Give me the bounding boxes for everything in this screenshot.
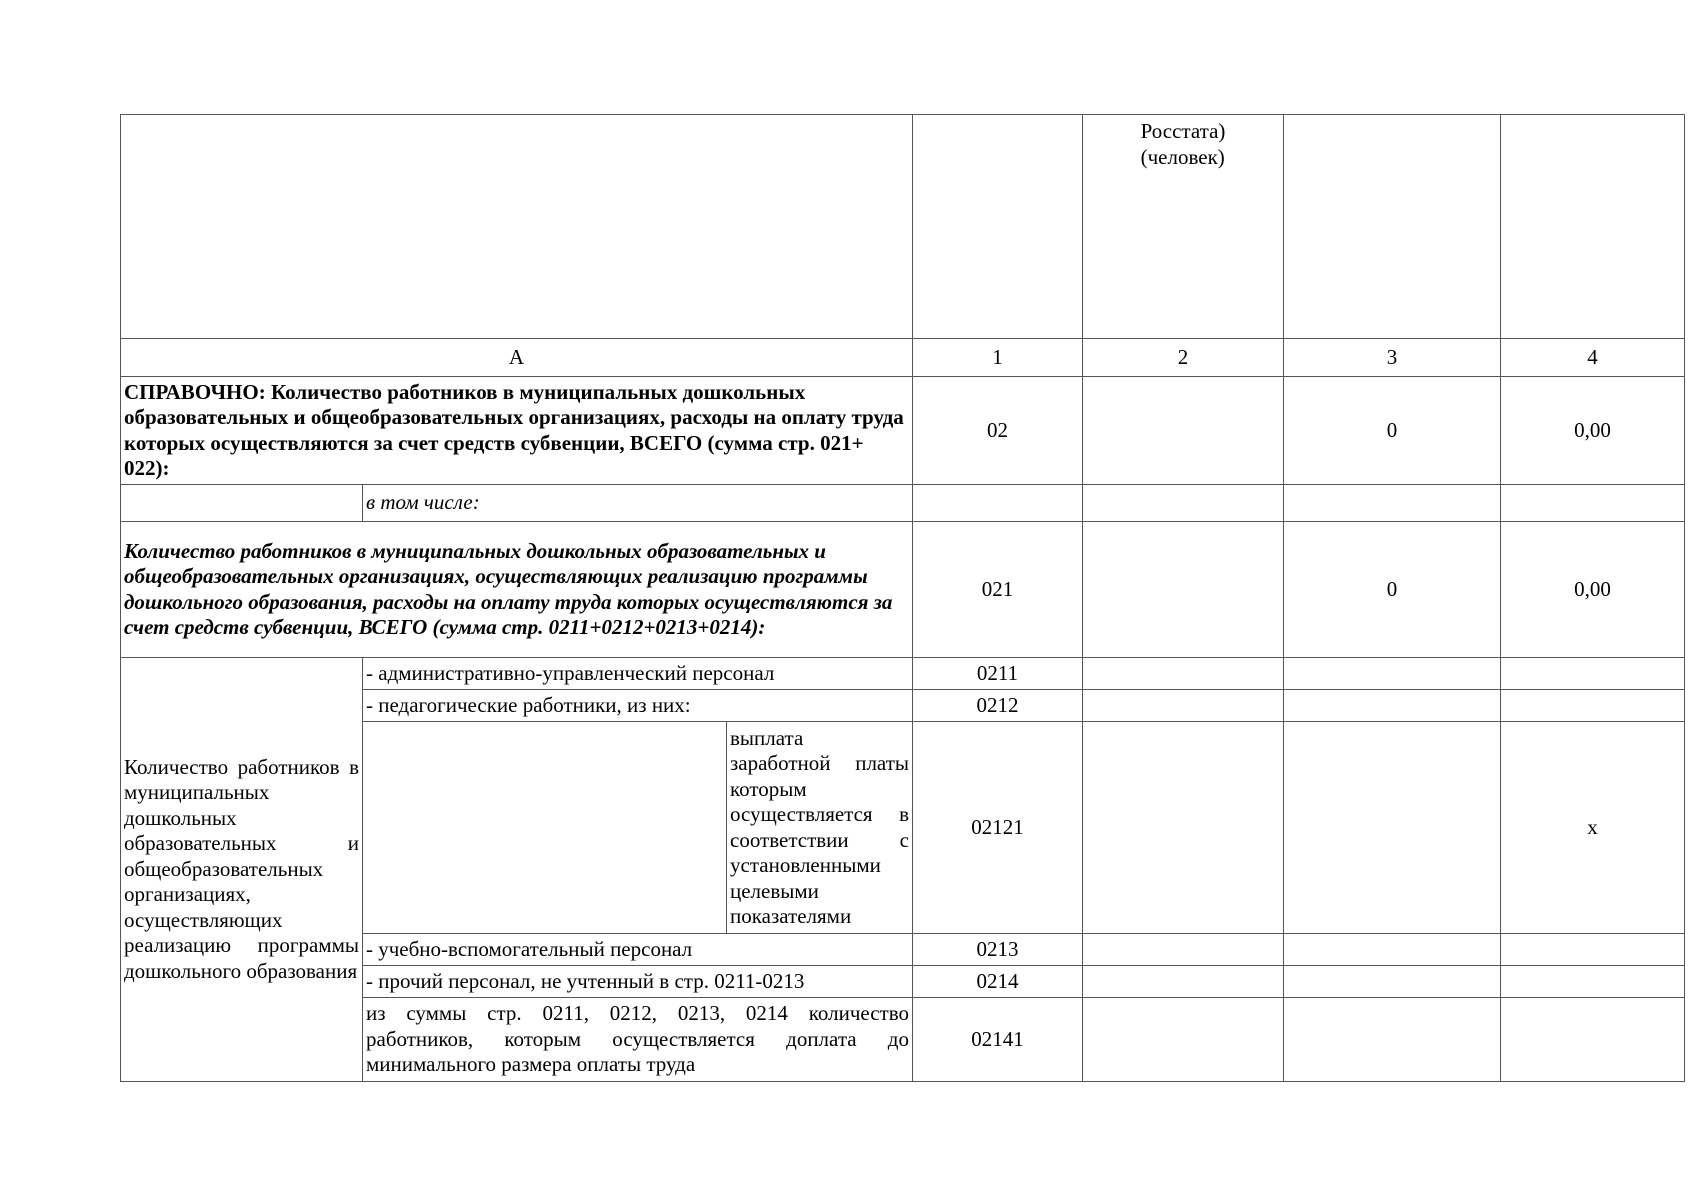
- table-row-including: [121, 485, 1685, 522]
- row-02121-code: 02121: [913, 722, 1083, 934]
- row-0211-label: - административно-управленческий персонал: [363, 658, 913, 690]
- row-0212-col4[interactable]: [1501, 690, 1685, 722]
- row-021-col2[interactable]: [1083, 522, 1284, 658]
- row-02121-label-line: показателями: [730, 904, 852, 928]
- column-number-2: 2: [1083, 339, 1284, 377]
- row-0213-label: - учебно-вспомогательный персонал: [363, 934, 913, 966]
- row-0211-col4[interactable]: [1501, 658, 1685, 690]
- column-number-3: 3: [1284, 339, 1501, 377]
- row-02141-col4[interactable]: [1501, 998, 1685, 1082]
- row-02121-label-line: выплата: [730, 725, 804, 750]
- column-number-a: А: [121, 339, 913, 377]
- header-cell-a: [121, 115, 913, 339]
- report-form-table: [120, 114, 1685, 1082]
- row-0211-code: 0211: [913, 658, 1083, 690]
- row-02141-code: 02141: [913, 998, 1083, 1082]
- row-0213-col2[interactable]: [1083, 934, 1284, 966]
- column-numbers-row: [121, 339, 1685, 377]
- row-0213-col3[interactable]: [1284, 934, 1501, 966]
- header-col2-line2: (человек): [1140, 144, 1225, 169]
- including-label: в том числе:: [363, 485, 913, 522]
- row-02141-col2[interactable]: [1083, 998, 1284, 1082]
- row-02141-col3[interactable]: [1284, 998, 1501, 1082]
- row-02-col4[interactable]: 0,00: [1501, 377, 1685, 485]
- row-02-col2[interactable]: [1083, 377, 1284, 485]
- header-cell-1: [913, 115, 1083, 339]
- row-021-code: 021: [913, 522, 1083, 658]
- row-02-col3[interactable]: 0: [1284, 377, 1501, 485]
- row-02121-empty-cell: [363, 722, 727, 934]
- row-0214-col2[interactable]: [1083, 966, 1284, 998]
- row-02121-col3[interactable]: [1284, 722, 1501, 934]
- row-0211-col3[interactable]: [1284, 658, 1501, 690]
- group-label: Количество работников в муниципальных дошкольных образовательных и общеобразовательных организациях, осуществляющих реализацию программы дошкольного образования: [121, 658, 363, 1082]
- column-number-4: 4: [1501, 339, 1685, 377]
- row-02121-label-line: осуществляется в: [730, 802, 909, 826]
- row-021-label: Количество работников в муниципальных дошкольных образовательных и общеобразовательных организациях, осуществляющих реализацию программы дошкольного образования, расходы на оплату труда которых осуществляются за счет средств субвенции, ВСЕГО (сумма стр. 0211+0212+0213+0214):: [121, 522, 913, 658]
- row-0212-label: - педагогические работники, из них:: [363, 690, 913, 722]
- row-0212-col3[interactable]: [1284, 690, 1501, 722]
- row-02141-label: из суммы стр. 0211, 0212, 0213, 0214 количество работников, которым осуществляется доплата до минимального размера оплаты труда: [363, 998, 913, 1082]
- row-02121-label: [727, 722, 913, 934]
- header-continuation-row: [121, 115, 1685, 339]
- header-cell-4: [1501, 115, 1685, 339]
- row-02121-label-line: соответствии с: [730, 827, 909, 852]
- row-0212-col2[interactable]: [1083, 690, 1284, 722]
- row-02121-label-line: заработной платы: [730, 751, 909, 775]
- row-0213-code: 0213: [913, 934, 1083, 966]
- header-col2-line1: Росстата): [1140, 119, 1226, 143]
- row-0213-col4[interactable]: [1501, 934, 1685, 966]
- row-0214-col3[interactable]: [1284, 966, 1501, 998]
- row-02121-col4: x: [1501, 722, 1685, 934]
- including-col2[interactable]: [1083, 485, 1284, 522]
- header-cell-2: [1083, 115, 1284, 339]
- column-number-1: 1: [913, 339, 1083, 377]
- row-02-label: СПРАВОЧНО: Количество работников в муниципальных дошкольных образовательных и общеобразовательных организациях, расходы на оплату труда которых осуществляются за счет средств субвенции, ВСЕГО (сумма стр. 021+ 022):: [121, 377, 913, 485]
- row-0211-col2[interactable]: [1083, 658, 1284, 690]
- including-empty-cell: [121, 485, 363, 522]
- row-02121-col2[interactable]: [1083, 722, 1284, 934]
- row-0214-code: 0214: [913, 966, 1083, 998]
- row-02121-label-line: целевыми: [730, 878, 819, 903]
- row-02121-label-line: которым: [730, 776, 807, 801]
- including-code: [913, 485, 1083, 522]
- row-021-col3[interactable]: 0: [1284, 522, 1501, 658]
- including-col3[interactable]: [1284, 485, 1501, 522]
- row-021-col4[interactable]: 0,00: [1501, 522, 1685, 658]
- header-cell-3: [1284, 115, 1501, 339]
- row-02121-label-line: установленными: [730, 853, 881, 877]
- table-row-0211: [121, 658, 1685, 690]
- row-0212-code: 0212: [913, 690, 1083, 722]
- row-02-code: 02: [913, 377, 1083, 485]
- table-row-02: [121, 377, 1685, 485]
- row-0214-col4[interactable]: [1501, 966, 1685, 998]
- including-col4[interactable]: [1501, 485, 1685, 522]
- row-0214-label: - прочий персонал, не учтенный в стр. 0211-0213: [363, 966, 913, 998]
- table-row-021: [121, 522, 1685, 658]
